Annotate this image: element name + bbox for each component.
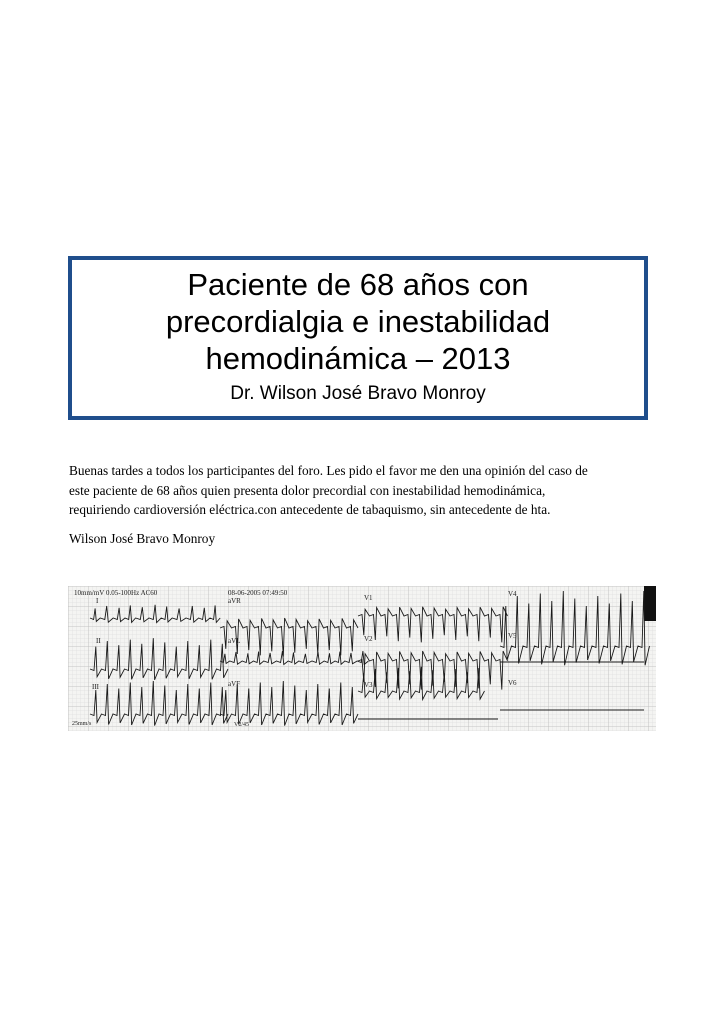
lead-label-II: II	[96, 637, 101, 645]
lead-label-aVF: aVF	[228, 680, 241, 688]
lead-label-V2-45: V2/45	[234, 722, 249, 728]
title-line: precordialgia e inestabilidad	[165, 304, 551, 339]
lead-label-V4: V4	[508, 590, 517, 598]
lead-label-V3: V3	[364, 681, 373, 689]
author-name: Dr. Wilson José Bravo Monroy	[230, 383, 486, 404]
title-box	[68, 256, 648, 420]
lead-label-V5: V5	[508, 632, 517, 640]
lead-label-I: I	[96, 597, 99, 605]
body-line: requiriendo cardioversión eléctrica.con antecedente de tabaquismo, sin antecedente de hta.	[69, 502, 551, 517]
lead-label-aVL: aVL	[228, 637, 241, 645]
title-line: hemodinámica – 2013	[205, 341, 511, 376]
ecg-image	[68, 586, 656, 731]
lead-label-V2: V2	[364, 635, 373, 643]
ecg-settings-label: 10mm/mV 0.05-100Hz AC60	[74, 589, 158, 597]
lead-label-V6: V6	[508, 679, 517, 687]
ecg-speed-label: 25mm/s	[72, 721, 92, 727]
title-line: Paciente de 68 años con	[187, 267, 529, 302]
body-line: Buenas tardes a todos los participantes del foro. Les pido el favor me den una opinión del caso de	[69, 463, 588, 478]
case-description	[69, 461, 659, 520]
lead-label-III: III	[92, 683, 99, 691]
document-title	[72, 266, 644, 377]
body-line: este paciente de 68 años quien presenta dolor precordial con inestabilidad hemodinámica,	[69, 482, 546, 498]
ecg-date-label: 08-06-2005 07:49:50	[228, 589, 288, 597]
paper-edge-shadow	[644, 586, 656, 621]
lead-label-V1: V1	[364, 594, 373, 602]
signature: Wilson José Bravo Monroy	[69, 531, 216, 546]
lead-label-aVR: aVR	[228, 597, 241, 605]
ecg-tracing	[68, 586, 656, 731]
